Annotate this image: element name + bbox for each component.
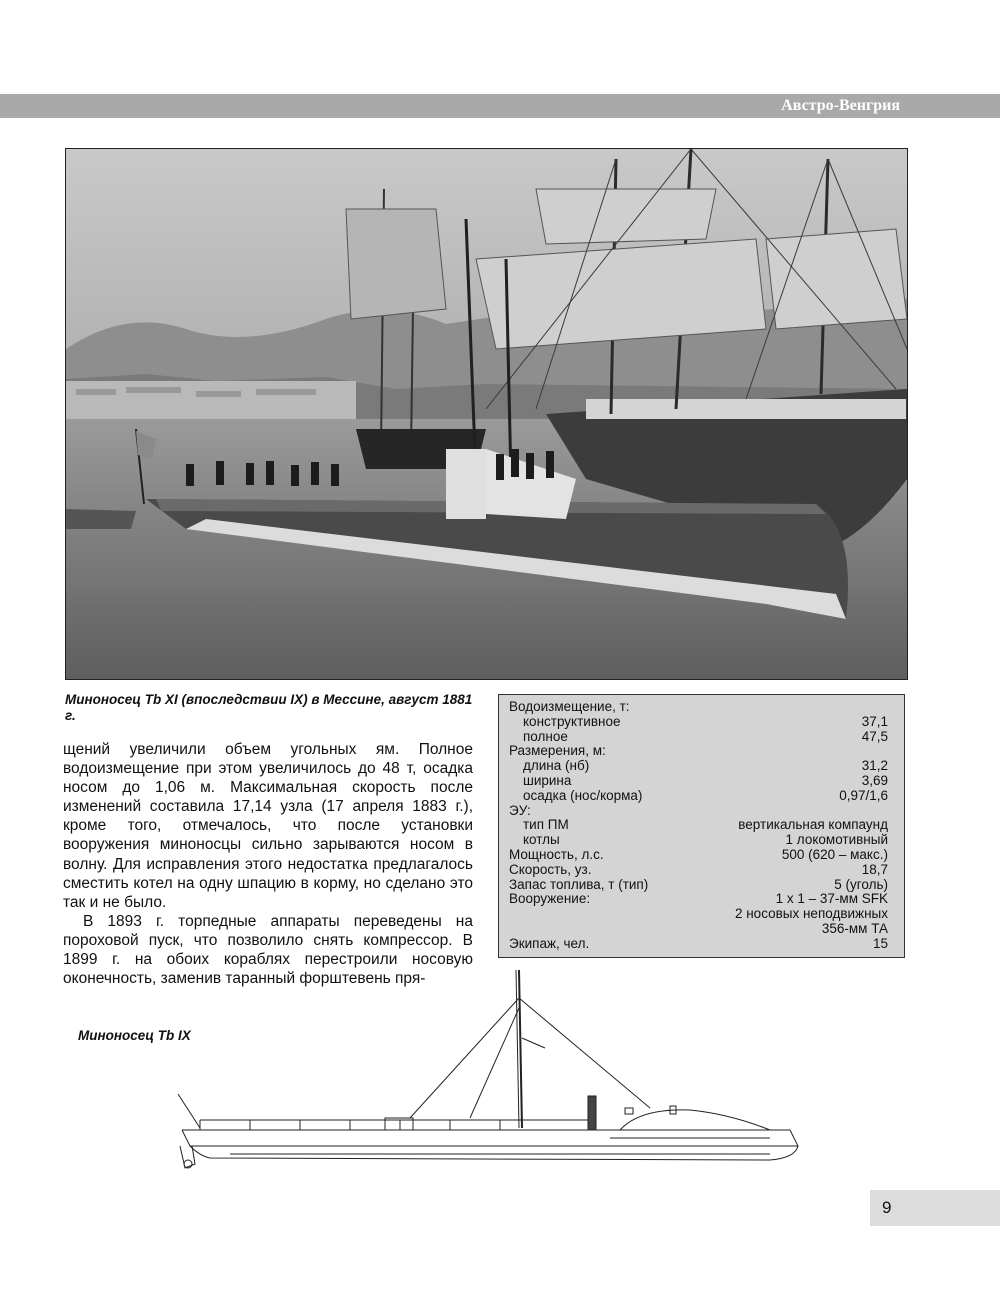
spec-label: ширина	[523, 772, 572, 788]
spec-label: длина (нб)	[523, 758, 590, 774]
spec-value: 37,1	[861, 713, 888, 729]
ship-photo	[65, 148, 908, 680]
spec-value: 1 локомотивный	[785, 832, 888, 848]
spec-row	[509, 789, 888, 804]
spec-row	[509, 892, 888, 907]
ship-profile-illustration	[170, 968, 810, 1193]
spec-row	[509, 700, 888, 715]
spec-label: Вооружение:	[509, 891, 591, 907]
spec-row	[509, 937, 888, 952]
spec-label: полное	[523, 728, 568, 744]
spec-value: 15	[872, 935, 888, 951]
spec-label: Запас топлива, т (тип)	[509, 876, 649, 892]
spec-row	[509, 848, 888, 863]
spec-row	[509, 907, 888, 922]
spec-value: 47,5	[861, 728, 888, 744]
article-body	[63, 740, 473, 988]
spec-row	[509, 833, 888, 848]
spec-value: вертикальная компаунд	[738, 817, 888, 833]
spec-label: конструктивное	[523, 713, 621, 729]
page-number: 9	[882, 1198, 892, 1217]
ship-photo-illustration	[66, 149, 907, 679]
spec-value: 1 x 1 – 37-мм SFK	[775, 891, 888, 907]
drawing-caption: Миноносец Tb IX	[78, 1028, 191, 1043]
section-header-bar	[0, 94, 1000, 118]
photo-caption: Миноносец Tb XI (впоследствии IX) в Мессине, август 1881 г.	[65, 692, 473, 723]
page-number-box	[870, 1190, 1000, 1226]
spec-row	[509, 759, 888, 774]
spec-label: ЭУ:	[509, 802, 531, 818]
spec-row	[509, 818, 888, 833]
ship-profile-drawing	[170, 968, 810, 1193]
paragraph: щений увеличили объем угольных ям. Полное водоизмещение при этом увеличилось до 48 т, осадка носом до 1,06 м. Максимальная скорость после изменений составила 17,14 узла (17 апреля 1883 г.), кроме того, отмечалось, что после установки вооружения миноносцы сильно зарываются носом в волну. Для исправления этого недостатка предлагалось сместить котел на одну шпацию в корму, но сделано это так и не было.	[63, 741, 473, 911]
spec-label: Водоизмещение, т:	[509, 699, 630, 714]
spec-label: осадка (нос/корма)	[523, 787, 643, 803]
spec-label: Размерения, м:	[509, 743, 606, 759]
spec-row	[509, 774, 888, 789]
spec-value: 356-мм ТА	[821, 920, 888, 936]
spec-label: Скорость, уз.	[509, 861, 592, 877]
spec-value: 5 (уголь)	[834, 876, 888, 892]
spec-value: 3,69	[861, 772, 888, 788]
spec-row	[509, 922, 888, 937]
spec-row	[509, 878, 888, 893]
spec-value: 31,2	[861, 758, 888, 774]
spec-value: 0,97/1,6	[839, 787, 888, 803]
spec-label: Мощность, л.с.	[509, 846, 604, 862]
spec-row	[509, 744, 888, 759]
spec-label: тип ПМ	[523, 817, 569, 833]
spec-row	[509, 730, 888, 745]
spec-row	[509, 804, 888, 819]
section-title: Австро-Венгрия	[781, 97, 900, 114]
spec-label: котлы	[523, 832, 560, 848]
spec-row	[509, 715, 888, 730]
paragraph: В 1893 г. торпедные аппараты переведены на пороховой пуск, что позволило снять компрессор. В 1899 г. на обоих кораблях перестроили носовую оконечность, заменив таранный форштевень пря-	[63, 912, 473, 988]
spec-value: 2 носовых неподвижных	[734, 906, 888, 922]
spec-value: 18,7	[861, 861, 888, 877]
spec-value: 500 (620 – макс.)	[781, 846, 888, 862]
spec-row	[509, 863, 888, 878]
specifications-table	[498, 694, 905, 958]
spec-label: Экипаж, чел.	[509, 935, 590, 951]
